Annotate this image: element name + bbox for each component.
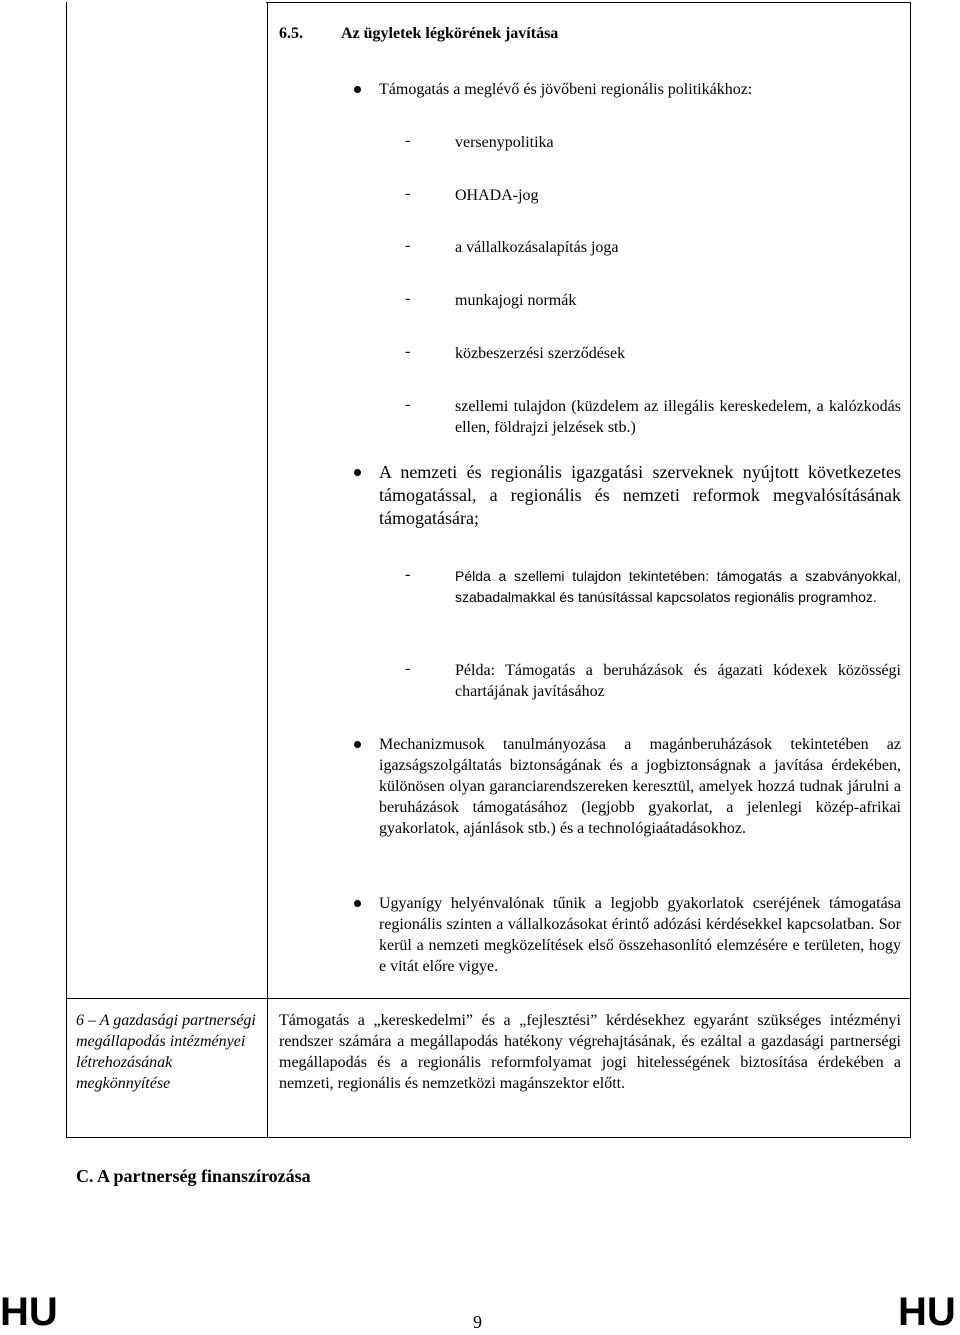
table-row-divider	[66, 998, 911, 999]
table-column-divider	[267, 2, 268, 1137]
table-left-border	[66, 2, 67, 1137]
bullet-2-text: A nemzeti és regionális igazgatási szerveknek nyújtott következetes támogatással, a regionális és nemzeti reformok megvalósításának támogatására;	[379, 462, 901, 528]
subitem-pelda-szellemi: Példa a szellemi tulajdon tekintetében: támogatás a szabványokkal, szabadalmakkal és tanúsítással kapcsolatos regionális programhoz.	[455, 568, 901, 605]
table-top-border	[266, 2, 911, 3]
subitem-ohada: OHADA-jog	[455, 187, 539, 204]
dash-icon: -	[405, 396, 411, 413]
dash-icon: -	[405, 237, 411, 254]
page-number: 9	[473, 1312, 482, 1332]
footer-language-left: HU	[0, 1290, 58, 1334]
section-number: 6.5.	[279, 25, 303, 42]
section-title: Az ügyletek légkörének javítása	[341, 25, 559, 42]
dash-icon: -	[405, 132, 411, 149]
subitem-vallalkozas: a vállalkozásalapítás joga	[455, 239, 619, 256]
subitem-szellemi-tulajdon: szellemi tulajdon (küzdelem az illegális kereskedelem, a kalózkodás ellen, földrajzi jelzések stb.)	[455, 398, 901, 436]
subitem-kozbeszerzes: közbeszerzési szerződések	[455, 345, 626, 362]
bullet-icon	[354, 86, 361, 93]
table-row-right-cell: Támogatás a „kereskedelmi” és a „fejlesztési” kérdésekhez egyaránt szükséges intézményi rendszer számára a megállapodás hatékony végrehajtásának, és ezáltal a gazdasági partnerségi megállapodás és a regionális reformfolyamat jogi hitelességének biztosítása érdekében a nemzeti, regionális és nemzetközi magánszektor előtt.	[279, 1012, 901, 1092]
table-bottom-border	[66, 1137, 911, 1138]
subitem-versenypolitika: versenypolitika	[455, 134, 554, 151]
dash-icon: -	[405, 343, 411, 360]
bullet-1-text: Támogatás a meglévő és jövőbeni regionális politikákhoz:	[379, 81, 753, 98]
bullet-icon	[354, 741, 361, 748]
part-heading: C. A partnerség finanszírozása	[76, 1166, 311, 1186]
dash-icon: -	[405, 290, 411, 307]
bullet-4-text: Ugyanígy helyénvalónak tűnik a legjobb gyakorlatok cseréjének támogatása regionális szinten a vállalkozásokat érintő adózási kérdésekkel kapcsolatban. Sor kerül a nemzeti megközelítések első összehasonlító elemzésére e területen, hogy e vitát előre vigye.	[379, 895, 901, 975]
table-row-left-cell: 6 – A gazdasági partnerségi megállapodás intézményei létrehozásának megkönnyítése	[76, 1012, 256, 1092]
bullet-3-text: Mechanizmusok tanulmányozása a magánberuházások tekintetében az igazságszolgáltatás biztonságának és a jogbiztonságnak a javítása érdekében, különösen olyan garanciarendszereken keresztül, amelyek hozzá tudnak járulni a beruházások támogatásához (legjobb gyakorlat, a jelenlegi közép-afrikai gyakorlatok, ajánlások stb.) és a technológiaátadásokhoz.	[379, 736, 901, 837]
dash-icon: -	[405, 660, 411, 677]
bullet-icon	[354, 900, 361, 907]
dash-icon: -	[405, 185, 411, 202]
subitem-munkajog: munkajogi normák	[455, 292, 577, 309]
footer-language-right: HU	[898, 1290, 956, 1334]
dash-icon: -	[405, 566, 411, 583]
bullet-icon	[354, 469, 361, 476]
subitem-pelda-beruhazas: Példa: Támogatás a beruházások és ágazati kódexek közösségi chartájának javításához	[455, 662, 901, 700]
table-right-border	[910, 2, 911, 1137]
